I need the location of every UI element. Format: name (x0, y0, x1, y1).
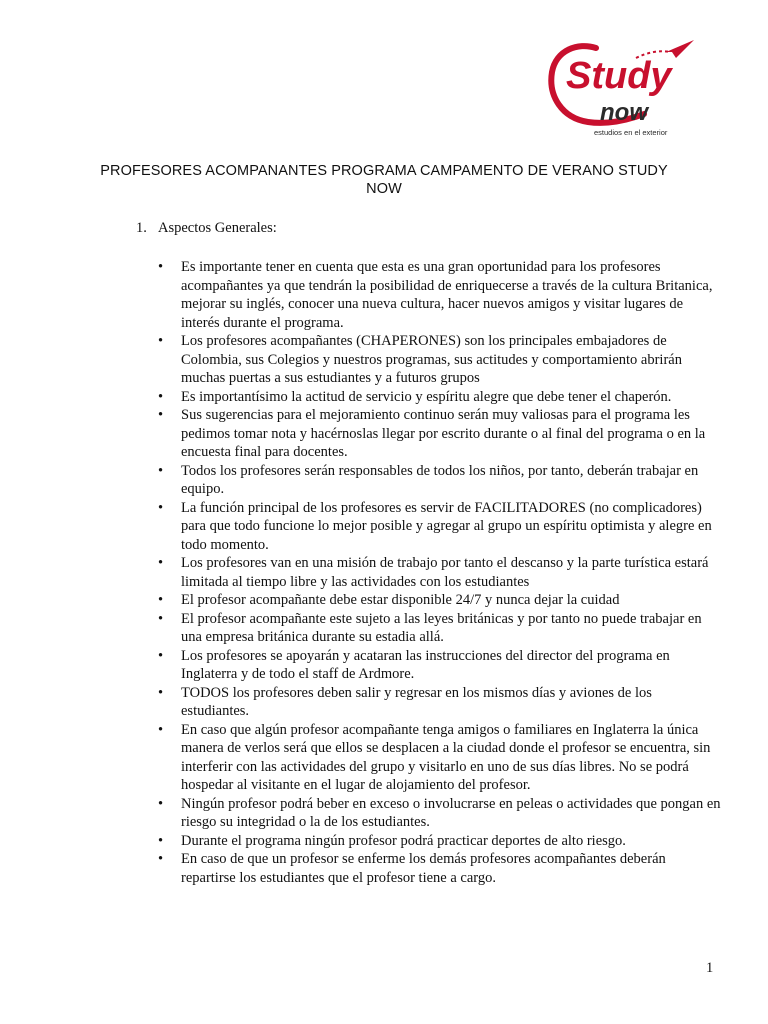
section-number: 1. (136, 220, 147, 236)
list-item: • Todos los profesores serán responsables de todos los niños, por tanto, deberán trabajar en equipo. (158, 462, 699, 497)
list-item: • TODOS los profesores deben salir y regresar en los mismos días y aviones de los estudiantes. (158, 684, 652, 719)
list-item: • Los profesores se apoyarán y acataran las instrucciones del director del programa en Inglaterra y de todo el staff de Ardmore. (158, 647, 670, 682)
list-item: • Es importantísimo la actitud de servicio y espíritu alegre que debe tener el chaperón. (158, 388, 672, 405)
bullet-icon: • (158, 462, 164, 479)
bullet-icon: • (158, 684, 164, 701)
bullet-icon: • (158, 851, 164, 867)
bullet-icon: • (158, 555, 164, 571)
bullet-icon: • (158, 592, 164, 608)
list-item: • En caso que algún profesor acompañante tenga amigos o familiares en Inglaterra la única manera de verlos será que ellos se desplacen a la ciudad donde el profesor se encuentra, sin interferir con las actividades del grupo y visitarlo en uno de sus días libres. No se podrá hospedar al visitante en el lugar de alojamiento del profesor. (158, 721, 711, 793)
list-item: • El profesor acompañante este sujeto a las leyes británicas y por tanto no puede trabajar en una empresa británica durante su estadia allá. (158, 610, 702, 645)
page-number: 1 (706, 960, 714, 976)
bullet-icon: • (158, 610, 164, 627)
bullet-icon: • (158, 259, 164, 275)
document-title: PROFESORES ACOMPANANTES PROGRAMA CAMPAMENTO DE VERANO STUDY NOW (100, 163, 668, 197)
logo-word-now: now (600, 99, 648, 126)
bullet-list (157, 258, 723, 887)
list-item: • En caso de que un profesor se enferme los demás profesores acompañantes deberán repartirse los estudiantes que el profesor tiene a cargo. (158, 851, 666, 886)
list-item: • El profesor acompañante debe estar disponible 24/7 y nunca dejar la cuidad (158, 592, 620, 608)
bullet-icon: • (158, 388, 164, 405)
list-item: • Sus sugerencias para el mejoramiento continuo serán muy valiosas para el programa les pedimos tomar nota y hacérnoslas llegar por escrito durante o al final del programa o en la encuesta final para docentes. (158, 407, 706, 460)
bullet-icon: • (158, 721, 164, 738)
logo-tagline: estudios en el exterior (594, 128, 668, 137)
logo-word-study: Study (566, 55, 672, 97)
list-item: • Durante el programa ningún profesor podrá practicar deportes de alto riesgo. (158, 832, 626, 849)
bullet-icon: • (158, 407, 164, 423)
bullet-icon: • (158, 795, 164, 812)
list-item: • Es importante tener en cuenta que esta es una gran oportunidad para los profesores acompañantes ya que tendrán la posibilidad de enriquecerse a través de la cultura Britanica, mejorar su inglés, conocer una nueva cultura, hacer nuevos amigos y visitar lugares de interés durante el programa. (158, 259, 713, 331)
bullet-icon: • (158, 333, 164, 349)
bullet-icon: • (158, 832, 164, 849)
list-item: • La función principal de los profesores es servir de FACILITADORES (no complicadores) para que todo funcione lo mejor posible y agregar al grupo un espíritu optimista y alegre en todo momento. (158, 499, 712, 553)
study-now-logo (548, 38, 698, 142)
section-heading (136, 219, 277, 237)
list-item: • Los profesores acompañantes (CHAPERONES) son los principales embajadores de Colombia, sus Colegios y nuestros programas, sus actitudes y comportamiento abrirán muchas puertas a sus estudiantes y a futuros grupos (158, 333, 682, 386)
bullet-icon: • (158, 499, 164, 516)
list-item: • Los profesores van en una misión de trabajo por tanto el descanso y la parte turística estará limitada al tiempo libre y las actividades con los estudiantes (158, 555, 709, 590)
list-item: • Ningún profesor podrá beber en exceso o involucrarse en peleas o actividades que pongan en riesgo su integridad o la de los estudiantes. (158, 795, 721, 830)
section-heading-text: Aspectos Generales: (158, 220, 277, 236)
bullet-icon: • (158, 647, 164, 664)
